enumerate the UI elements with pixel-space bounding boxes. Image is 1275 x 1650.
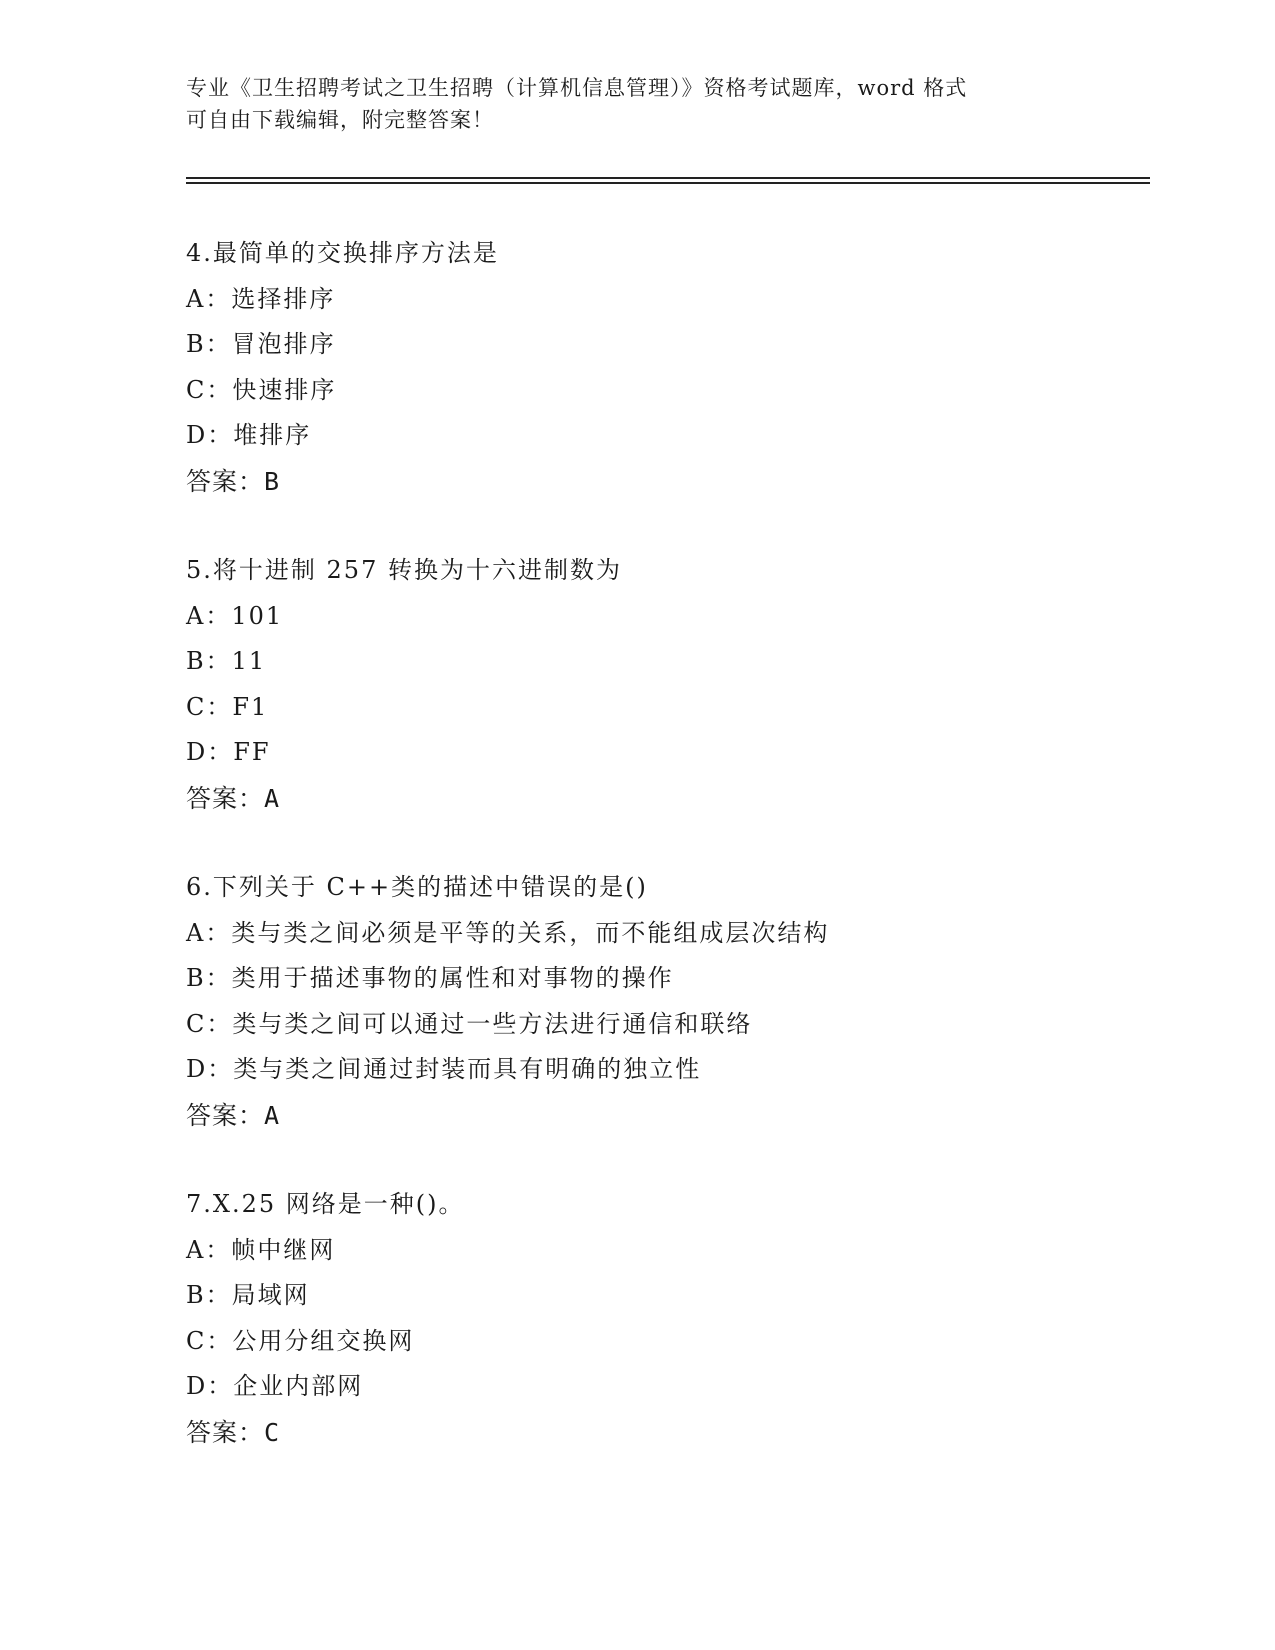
answer-line: 答案：A — [186, 1100, 281, 1130]
question-5 — [186, 548, 1186, 821]
document-header — [186, 72, 1086, 136]
option-d: D：FF — [186, 738, 271, 766]
option-c: C：类与类之间可以通过一些方法进行通信和联络 — [186, 1009, 753, 1038]
option-d: D：企业内部网 — [186, 1372, 364, 1400]
option-b: B：11 — [186, 647, 267, 675]
option-a: A：101 — [186, 601, 284, 630]
option-d: D：堆排序 — [186, 421, 312, 449]
question-stem: 4.最简单的交换排序方法是 — [186, 239, 499, 267]
option-b: B：类用于描述事物的属性和对事物的操作 — [186, 964, 674, 992]
option-a: A：选择排序 — [186, 284, 336, 313]
header-divider-bottom — [186, 182, 1150, 184]
option-a: A：帧中继网 — [186, 1235, 336, 1264]
header-line-2: 可自由下载编辑，附完整答案！ — [186, 108, 494, 132]
option-d: D：类与类之间通过封装而具有明确的独立性 — [186, 1055, 702, 1083]
question-stem: 6.下列关于 C++类的描述中错误的是() — [186, 873, 648, 901]
answer-line: 答案：A — [186, 783, 281, 813]
option-c: C：公用分组交换网 — [186, 1326, 415, 1355]
question-stem: 7.X.25 网络是一种()。 — [186, 1190, 465, 1218]
answer-line: 答案：C — [186, 1417, 281, 1447]
question-7 — [186, 1182, 1186, 1455]
option-b: B：局域网 — [186, 1281, 310, 1309]
header-divider-top — [186, 177, 1150, 179]
answer-line: 答案：B — [186, 466, 281, 496]
option-b: B：冒泡排序 — [186, 330, 336, 358]
question-6 — [186, 865, 1186, 1138]
header-line-1: 专业《卫生招聘考试之卫生招聘（计算机信息管理）》资格考试题库，word 格式 — [186, 76, 968, 100]
option-c: C：F1 — [186, 692, 269, 721]
option-c: C：快速排序 — [186, 375, 337, 404]
option-a: A：类与类之间必须是平等的关系，而不能组成层次结构 — [186, 918, 830, 947]
question-stem: 5.将十进制 257 转换为十六进制数为 — [186, 556, 622, 584]
question-4 — [186, 231, 1186, 504]
